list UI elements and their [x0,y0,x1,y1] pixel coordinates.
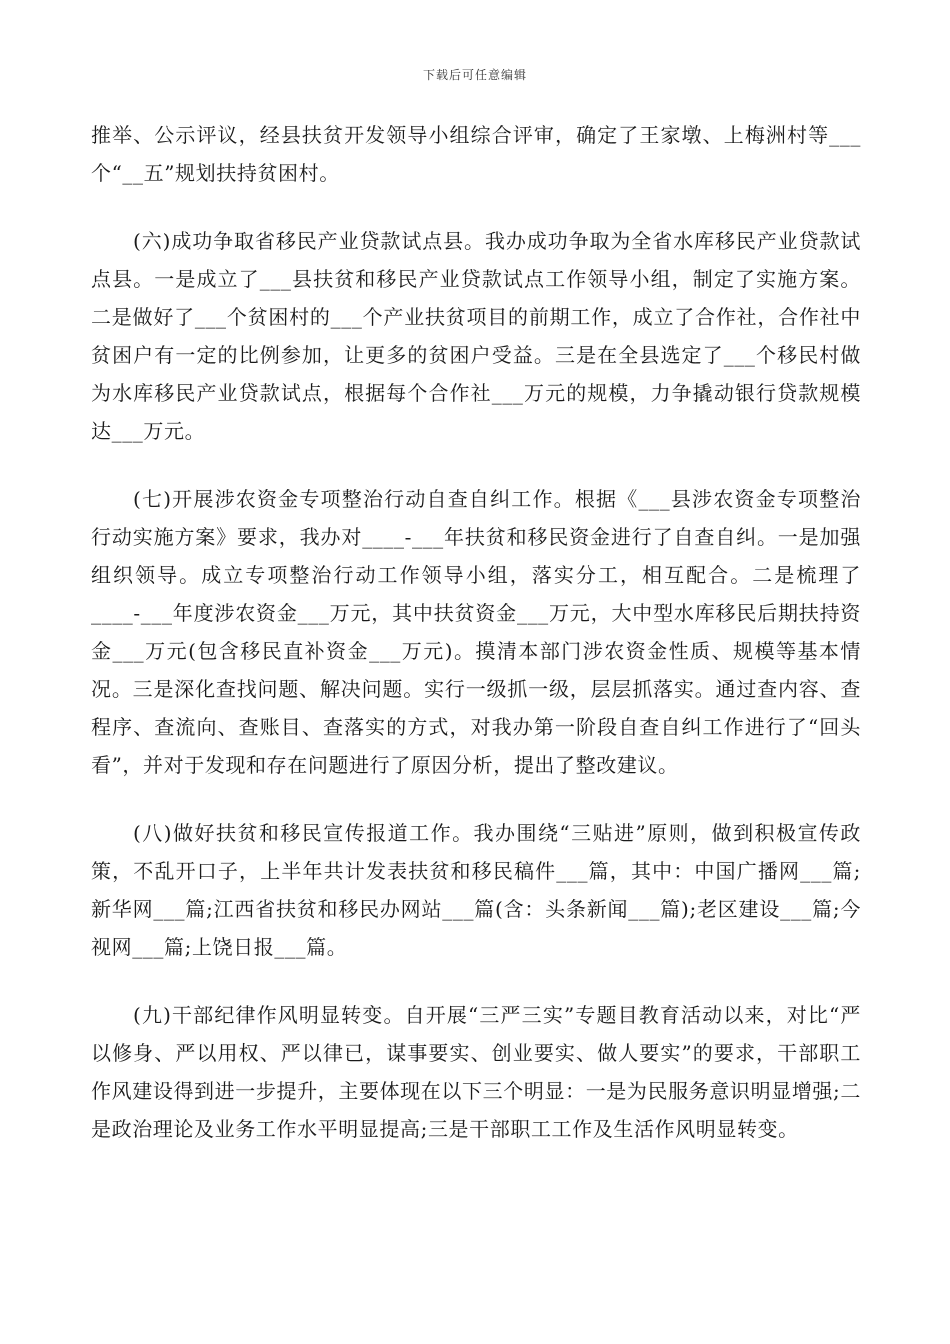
paragraph-section-8: (八)做好扶贫和移民宣传报道工作。我办围绕“三贴进”原则，做到积极宣传政策，不乱开口子，上半年共计发表扶贫和移民稿件___篇，其中：中国广播网___篇;新华网___篇;江西省扶贫和移民办网站___篇(含：头条新闻___篇);老区建设___篇;今视网___篇;上饶日报___篇。 [91,821,861,959]
paragraph-section-9: (九)干部纪律作风明显转变。自开展“三严三实”专题目教育活动以来，对比“严以修身、严以用权、严以律已，谋事要实、创业要实、做人要实”的要求，干部职工作风建设得到进一步提升，主要体现在以下三个明显：一是为民服务意识明显增强;二是政治理论及业务工作水平明显提高;三是干部职工工作及生活作风明显转变。 [91,1003,861,1141]
paragraph-section-7: (七)开展涉农资金专项整治行动自查自纠工作。根据《___县涉农资金专项整治行动实施方案》要求，我办对____-___年扶贫和移民资金进行了自查自纠。一是加强组织领导。成立专项整治行动工作领导小组，落实分工，相互配合。二是梳理了____-___年度涉农资金___万元，其中扶贫资金___万元，大中型水库移民后期扶持资金___万元(包含移民直补资金___万元)。摸清本部门涉农资金性质、规模等基本情况。三是深化查找问题、解决问题。实行一级抓一级，层层抓落实。通过查内容、查程序、查流向、查账目、查落实的方式，对我办第一阶段自查自纠工作进行了“回头看”，并对于发现和存在问题进行了原因分析，提出了整改建议。 [91,487,861,777]
paragraph-section-6: (六)成功争取省移民产业贷款试点县。我办成功争取为全省水库移民产业贷款试点县。一是成立了___县扶贫和移民产业贷款试点工作领导小组，制定了实施方案。二是做好了___个贫困村的___个产业扶贫项目的前期工作，成立了合作社，合作社中贫困户有一定的比例参加，让更多的贫困户受益。三是在全县选定了___个移民村做为水库移民产业贷款试点，根据每个合作社___万元的规模，力争撬动银行贷款规模达___万元。 [91,229,861,443]
document-body [91,116,861,1148]
page-header: 下载后可任意编辑 [422,68,527,82]
paragraph-continuation: 推举、公示评议，经县扶贫开发领导小组综合评审，确定了王家墩、上梅洲村等___个“__五”规划扶持贫困村。 [91,123,861,185]
